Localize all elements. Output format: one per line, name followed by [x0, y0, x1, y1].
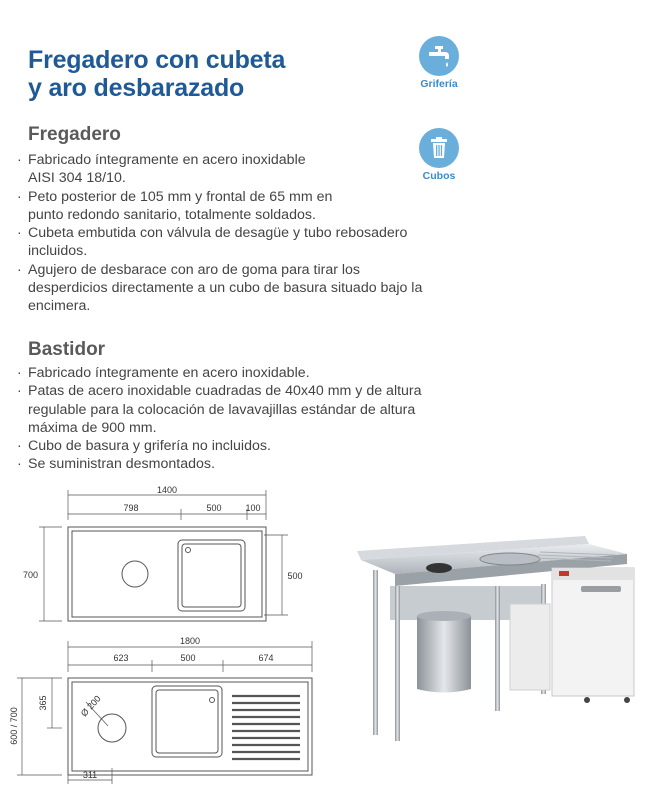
- badge-griferia: [409, 36, 469, 90]
- fregadero-spec-list: [16, 151, 422, 316]
- dim-bowl-width: 500: [206, 503, 222, 513]
- list-item: · Cubo de basura y grifería no incluidos.: [16, 437, 422, 455]
- section-heading-bastidor: Bastidor: [28, 339, 106, 360]
- technical-drawing-1400: [0, 480, 320, 630]
- faucet-icon: [419, 36, 459, 76]
- badge-label: Grifería: [420, 78, 458, 90]
- list-item: · Se suministran desmontados.: [16, 455, 422, 473]
- title-line-1: Fregadero con cubeta: [28, 46, 286, 74]
- list-item: · Cubeta embutida con válvula de desagüe y tubo rebosadero incluidos.: [16, 224, 422, 261]
- dim-hole-offset: 311: [82, 770, 98, 780]
- page-title: [28, 46, 285, 102]
- trash-bin-icon: [419, 128, 459, 168]
- list-item: · Patas de acero inoxidable cuadradas de 40x40 mm y de altura regulable para la colocación de lavavajillas estándar de altura máxima de 900 mm.: [16, 382, 422, 437]
- dim-bowl-depth: 500: [287, 571, 303, 581]
- badge-label: Cubos: [422, 170, 456, 182]
- section-heading-fregadero: Fregadero: [28, 124, 121, 145]
- product-photo: [345, 524, 635, 749]
- dim-left-width: 798: [123, 503, 139, 513]
- list-item: · Peto posterior de 105 mm y frontal de 65 mm en punto redondo sanitario, totalmente soldados.: [16, 188, 422, 225]
- dim-depth: 600 / 700: [9, 707, 19, 745]
- list-item: · Fabricado íntegramente en acero inoxidable.: [16, 364, 422, 382]
- title-line-2: y aro desbarazado: [28, 74, 245, 102]
- dim-bowl-depth: 365: [38, 695, 48, 711]
- dim-depth: 700: [22, 570, 38, 580]
- list-item: · Agujero de desbarace con aro de goma para tirar los desperdicios directamente a un cubo de basura situado bajo la encimera.: [16, 261, 422, 316]
- dim-hole-diameter: Ø 200: [78, 693, 103, 719]
- dim-right-width: 100: [245, 503, 261, 513]
- list-item: · Fabricado íntegramente en acero inoxidable AISI 304 18/10.: [16, 151, 422, 188]
- dim-left-width: 623: [113, 653, 129, 663]
- technical-drawing-1800: [0, 630, 330, 790]
- dim-right-width: 674: [258, 653, 274, 663]
- dim-total-width: 1800: [179, 636, 201, 646]
- dim-bowl-width: 500: [180, 653, 196, 663]
- dim-total-width: 1400: [156, 485, 178, 495]
- bastidor-spec-list: [16, 364, 422, 474]
